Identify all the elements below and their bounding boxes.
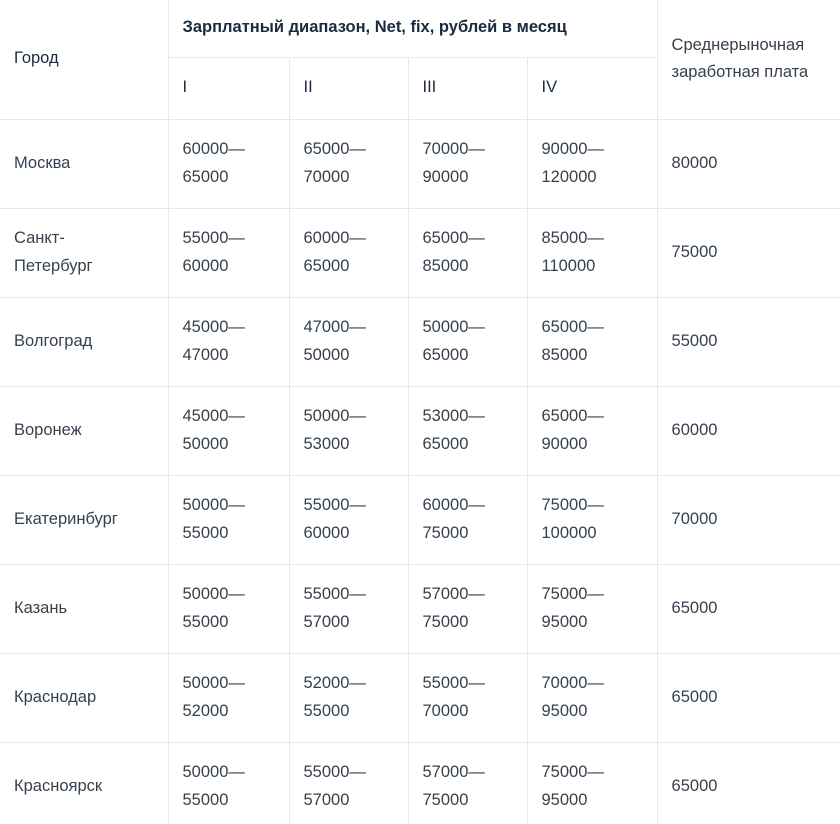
column-header-quartile-1: I	[168, 57, 289, 119]
column-header-city: Город	[0, 0, 168, 119]
table-row	[0, 208, 840, 297]
city-name: Волгоград	[14, 331, 93, 350]
average-salary-cell: 65000	[657, 742, 840, 824]
city-cell	[0, 119, 168, 208]
range-cell-q2: 55000—60000	[289, 475, 408, 564]
range-cell-q3: 53000—65000	[408, 386, 527, 475]
table-row	[0, 564, 840, 653]
range-cell-q2: 55000—57000	[289, 564, 408, 653]
range-cell-q3: 57000—75000	[408, 742, 527, 824]
table-row	[0, 742, 840, 824]
city-name: Екатеринбург	[14, 509, 118, 528]
range-cell-q1: 50000—55000	[168, 564, 289, 653]
range-cell-q4: 70000—95000	[527, 653, 657, 742]
column-header-quartile-3: III	[408, 57, 527, 119]
range-cell-q1: 55000—60000	[168, 208, 289, 297]
range-cell-q2: 60000—65000	[289, 208, 408, 297]
range-cell-q1: 50000—55000	[168, 475, 289, 564]
city-name: Казань	[14, 598, 68, 617]
city-name: Красноярск	[14, 776, 103, 795]
range-cell-q2: 50000—53000	[289, 386, 408, 475]
range-cell-q4: 75000—95000	[527, 564, 657, 653]
range-cell-q3: 57000—75000	[408, 564, 527, 653]
range-cell-q4: 75000—95000	[527, 742, 657, 824]
salary-range-group-label: Зарплатный диапазон, Net, fix, рублей в месяц	[182, 18, 567, 37]
city-name: Краснодар	[14, 687, 97, 706]
range-cell-q3: 70000—90000	[408, 119, 527, 208]
range-cell-q4: 90000—120000	[527, 119, 657, 208]
table-row	[0, 119, 840, 208]
table-row	[0, 475, 840, 564]
range-cell-q4: 65000—85000	[527, 297, 657, 386]
column-header-average-salary	[657, 0, 840, 119]
average-salary-cell: 70000	[657, 475, 840, 564]
city-cell	[0, 564, 168, 653]
range-cell-q1: 45000—50000	[168, 386, 289, 475]
city-name: Воронеж	[14, 420, 82, 439]
range-cell-q3: 50000—65000	[408, 297, 527, 386]
city-cell	[0, 742, 168, 824]
range-cell-q1: 60000—65000	[168, 119, 289, 208]
city-cell	[0, 297, 168, 386]
range-cell-q4: 85000—110000	[527, 208, 657, 297]
average-salary-cell: 80000	[657, 119, 840, 208]
city-cell	[0, 208, 168, 297]
table-row	[0, 386, 840, 475]
table-row	[0, 653, 840, 742]
city-name: Москва	[14, 153, 71, 172]
column-header-salary-range-group	[168, 0, 657, 57]
range-cell-q3: 65000—85000	[408, 208, 527, 297]
average-salary-cell: 55000	[657, 297, 840, 386]
city-cell	[0, 653, 168, 742]
average-salary-cell: 75000	[657, 208, 840, 297]
range-cell-q4: 65000—90000	[527, 386, 657, 475]
average-salary-cell: 65000	[657, 564, 840, 653]
range-cell-q2: 55000—57000	[289, 742, 408, 824]
range-cell-q1: 50000—55000	[168, 742, 289, 824]
city-name: Санкт-Петербург	[14, 228, 93, 275]
range-cell-q3: 55000—70000	[408, 653, 527, 742]
city-cell	[0, 386, 168, 475]
range-cell-q2: 65000—70000	[289, 119, 408, 208]
range-cell-q1: 50000—52000	[168, 653, 289, 742]
range-cell-q3: 60000—75000	[408, 475, 527, 564]
table-row	[0, 297, 840, 386]
range-cell-q1: 45000—47000	[168, 297, 289, 386]
range-cell-q2: 52000—55000	[289, 653, 408, 742]
city-cell	[0, 475, 168, 564]
average-salary-label: Среднерыночная заработная плата	[671, 35, 809, 82]
column-header-quartile-2: II	[289, 57, 408, 119]
range-cell-q2: 47000—50000	[289, 297, 408, 386]
column-header-quartile-4: IV	[527, 57, 657, 119]
average-salary-cell: 60000	[657, 386, 840, 475]
average-salary-cell: 65000	[657, 653, 840, 742]
header-row-group	[0, 0, 840, 57]
range-cell-q4: 75000—100000	[527, 475, 657, 564]
